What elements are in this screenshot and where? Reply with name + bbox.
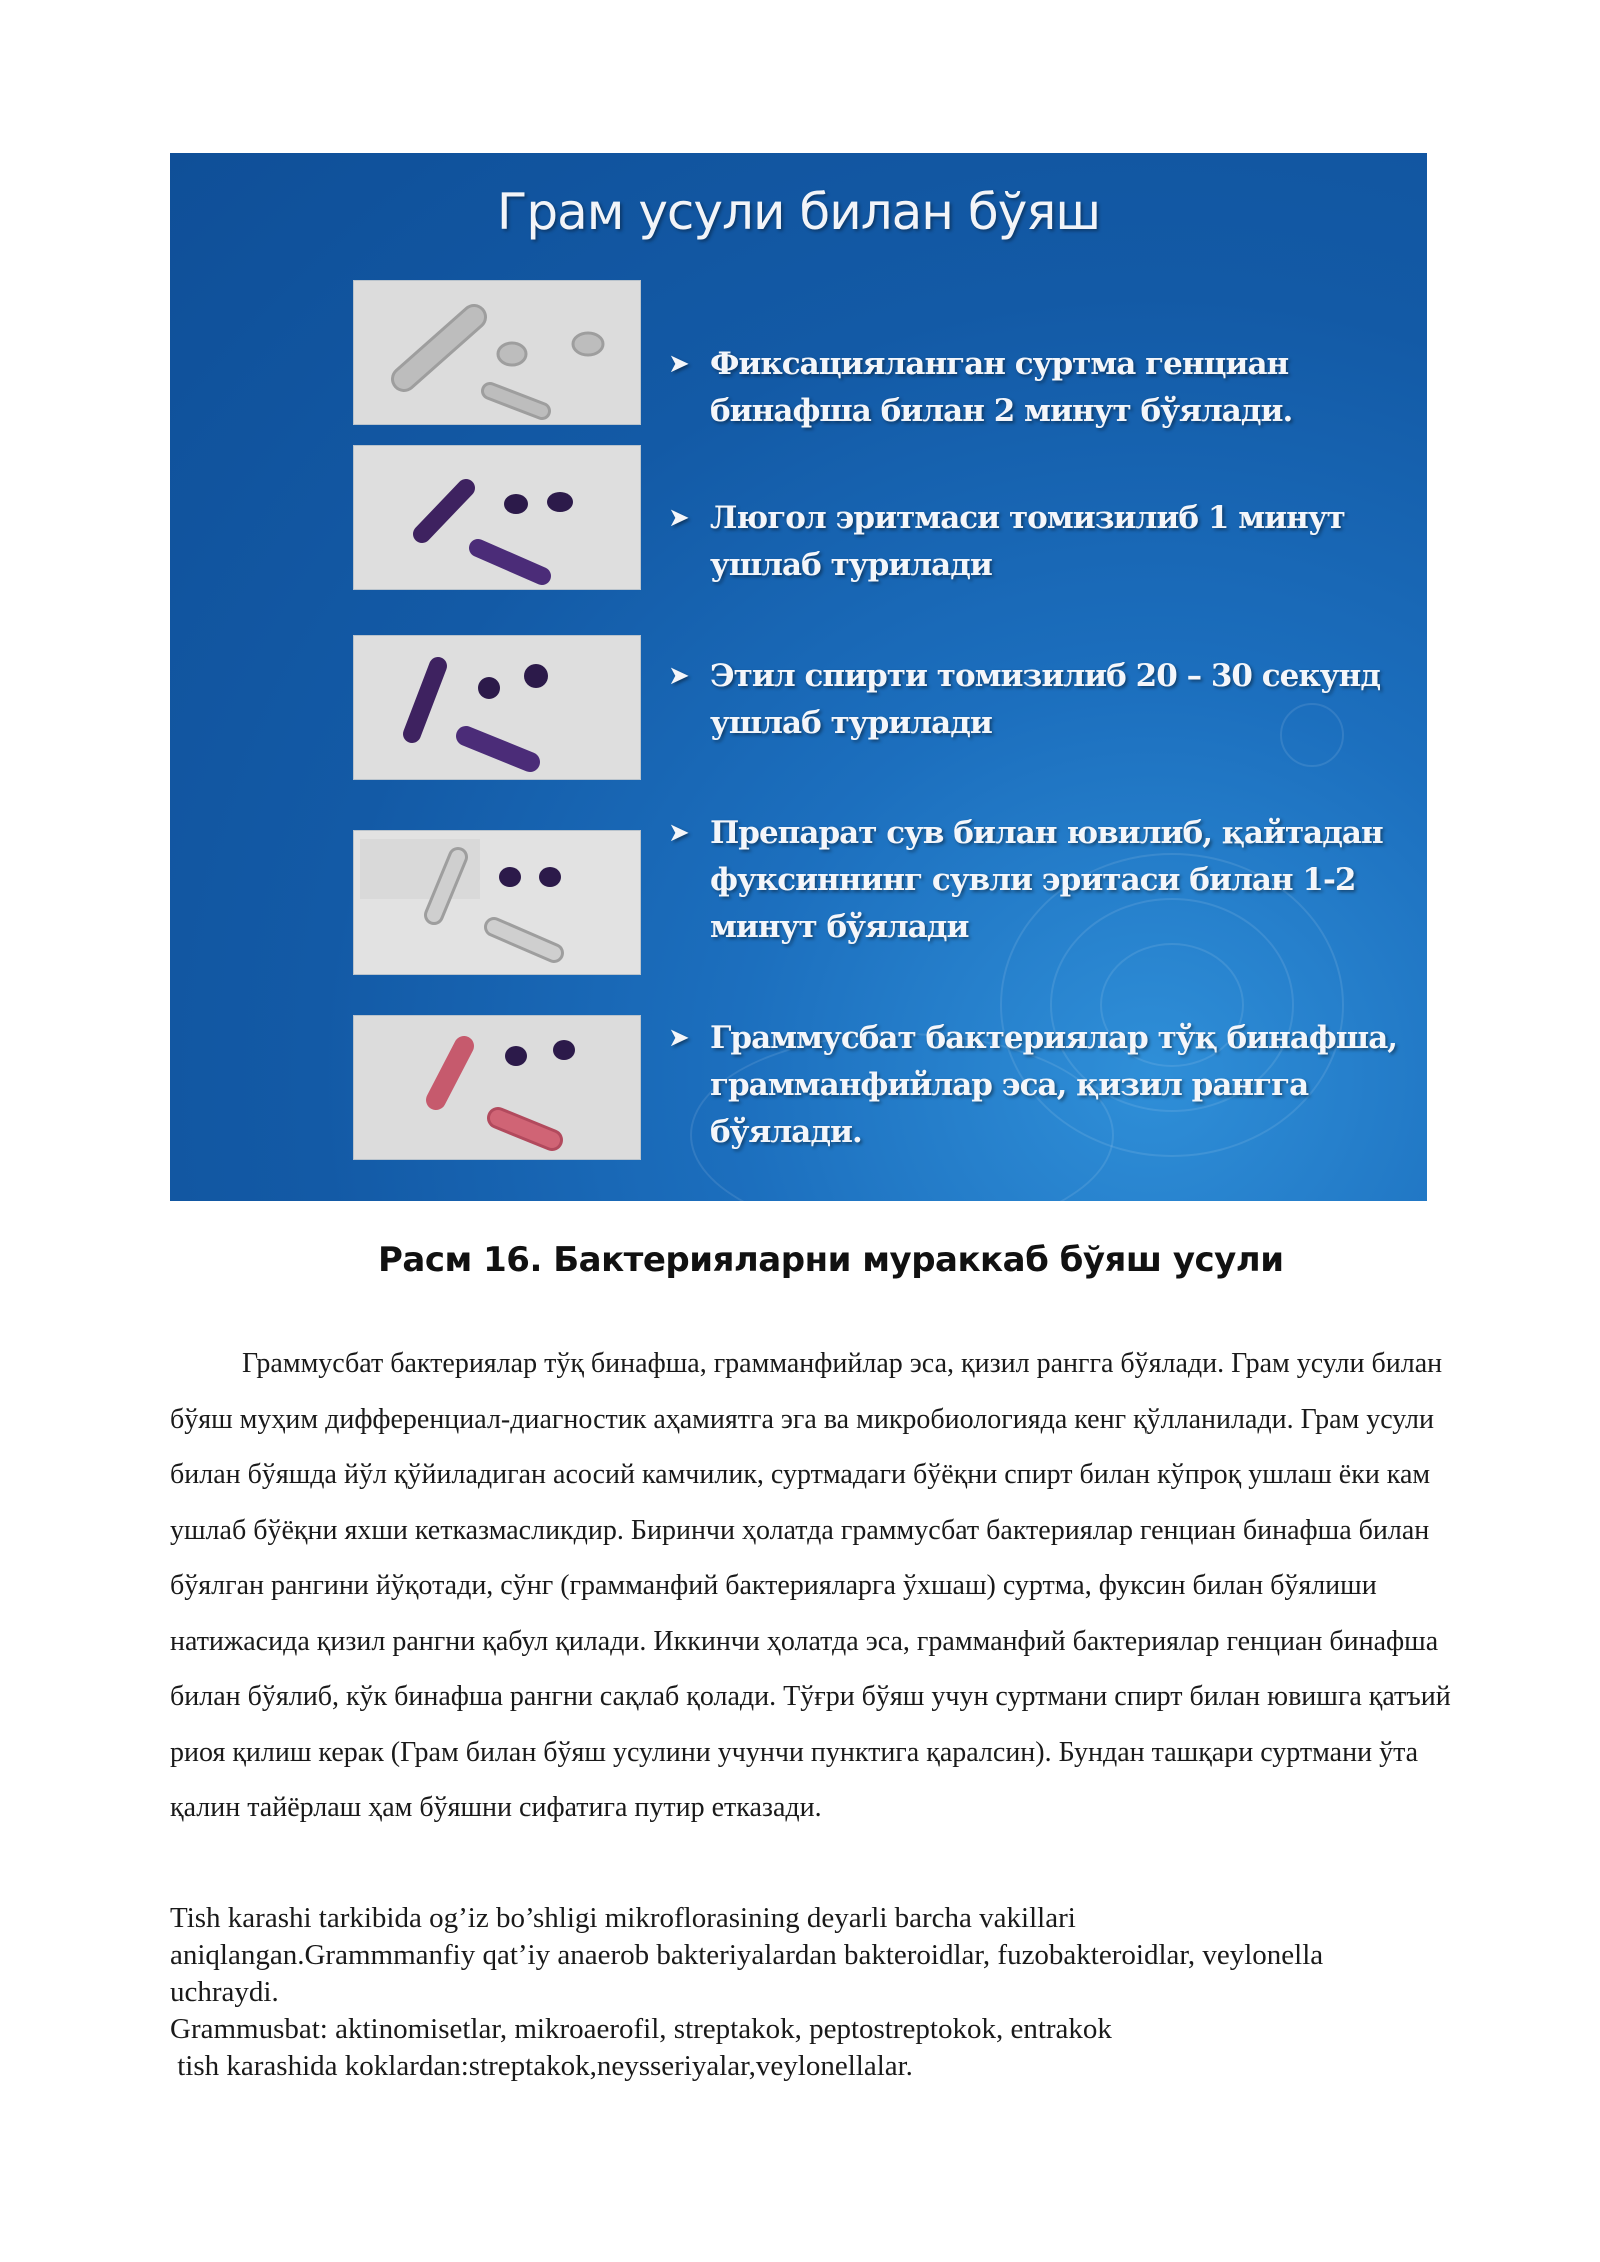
note-line: Tish karashi tarkibida og’iz bo’shligi mikroflorasining deyarli barcha vakillari bbox=[170, 1902, 1076, 1934]
body-paragraph bbox=[170, 1336, 1495, 1836]
note-line: aniqlangan.Grammmanfiy qat’iy anaerob bakteriyalardan bakteroidlar, fuzobakteroidlar, veylonella bbox=[170, 1939, 1324, 1971]
iodine-bacteria-panel bbox=[353, 635, 641, 780]
slide-title: Грам усули билан бўяш bbox=[496, 183, 1101, 241]
note-line: uchraydi. bbox=[170, 1976, 279, 2008]
arrow-bullet-icon: ➤ bbox=[668, 503, 689, 533]
paragraph-text: Граммусбат бактериялар тўқ бинафша, грамманфийлар эса, қизил рангга бўялади. Грам усули билан бўяш муҳим дифференциал-диагностик аҳамиятга эга ва микробиологияда кенг қўлланилади. Грам усули билан бўяшда йўл қўйиладиган асосий камчилик, суртмадаги бўёқни спирт билан кўпроқ ушлаш ёки кам ушлаб бўёқни яхши кетказмасликдир. Биринчи ҳолатда граммусбат бактериялар генциан бинафша билан бўялган рангини йўқотади, сўнг (грамманфий бактерияларга ўхшаш) суртма, фуксин билан бўялиши натижасида қизил рангни қабул қилади. Иккинчи ҳолатда эса, грамманфий бактериялар генциан бинафша билан бўялиб, кўк бинафша рангни сақлаб қолади. Тўғри бўяш учун суртмани спирт билан ювишга қатъий риоя қилиш керак (Грам билан бўяш усулини учунчи пунктига қаралсин). Бундан ташқари суртмани ўта қалин тайёрлаш ҳам бўяшни сифатига путир етказади. bbox=[170, 1348, 1451, 1823]
gram-stain-slide bbox=[170, 153, 1427, 1201]
figure-caption: Расм 16. Бактерияларни мураккаб бўяш усули bbox=[378, 1240, 1284, 1280]
step-2-text: ➤ Люгол эритмаси томизилиб 1 минут ушлаб турилади bbox=[710, 495, 1400, 589]
arrow-bullet-icon: ➤ bbox=[668, 349, 689, 379]
note-line: Grammusbat: aktinomisetlar, mikroaerofil, streptakok, peptostreptokok, entrakok bbox=[170, 2013, 1112, 2045]
fuchsin-bacteria-panel bbox=[353, 1015, 641, 1160]
unstained-bacteria-panel bbox=[353, 280, 641, 425]
arrow-bullet-icon: ➤ bbox=[668, 1023, 689, 1053]
note-line: tish karashida koklardan:streptakok,neysseriyalar,veylonellalar. bbox=[170, 2050, 913, 2082]
step-5-text: ➤ Граммусбат бактериялар тўқ бинафша, грамманфийлар эса, қизил рангга бўялади. bbox=[710, 1015, 1400, 1156]
arrow-bullet-icon: ➤ bbox=[668, 661, 689, 691]
gentian-violet-bacteria-panel bbox=[353, 445, 641, 590]
decolorized-bacteria-panel bbox=[353, 830, 641, 975]
arrow-bullet-icon: ➤ bbox=[668, 818, 689, 848]
step-3-text: ➤ Этил спирти томизилиб 20 – 30 секунд ушлаб турилади bbox=[710, 653, 1400, 747]
step-1-text: ➤ Фиксацияланган суртма генциан бинафша билан 2 минут бўялади. bbox=[710, 341, 1400, 435]
step-4-text: ➤ Препарат сув билан ювилиб, қайтадан фуксиннинг сувли эритаси билан 1-2 минут бўялади bbox=[710, 810, 1400, 951]
latin-notes bbox=[170, 1900, 1495, 2085]
